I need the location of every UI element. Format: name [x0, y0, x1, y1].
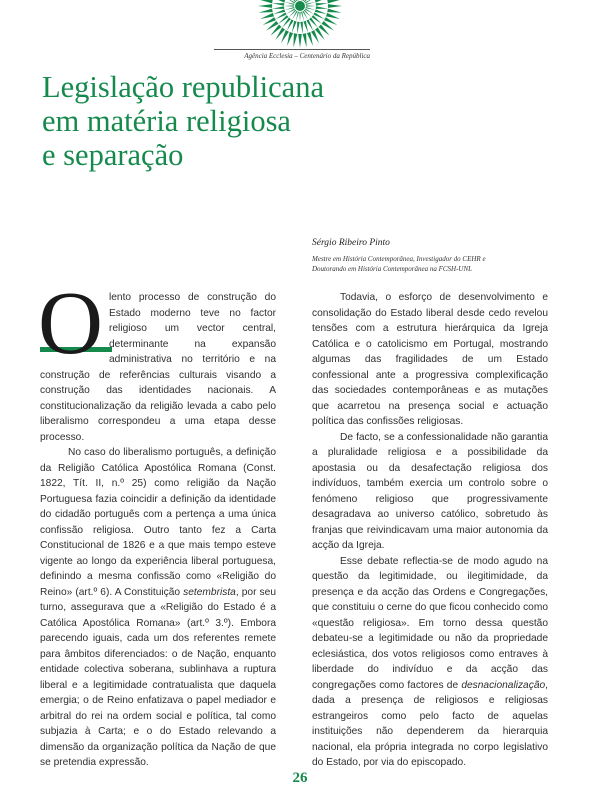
author-affiliation-line: Mestre em História Contemporânea, Investigador do CEHR e: [312, 255, 486, 263]
sunburst-ray: [305, 0, 314, 4]
page-number: 26: [292, 770, 308, 786]
right-column: [312, 290, 548, 771]
sunburst-ray: [286, 0, 295, 4]
sunburst-ray: [259, 9, 273, 13]
sunburst-ray: [272, 6, 284, 9]
sunburst-ray: [328, 4, 342, 8]
sunburst-ray: [327, 0, 341, 3]
author-affiliation: [312, 254, 572, 274]
sunburst-ray: [287, 32, 293, 46]
paragraph-text: lento processo de construção do Estado moderno teve no factor religioso um vector central, determinante na expansão administrativa no território e na construção de referências culturais visando a construção das identidades nacionais. A constitucionalização da religião levada a cabo pelo liberalismo correspondeu a uma etapa desse processo.: [40, 292, 276, 443]
sunburst-ray: [260, 13, 274, 19]
paragraph: [40, 445, 276, 771]
sunburst-ray: [303, 33, 307, 47]
sunburst-ray: [272, 3, 284, 6]
author-name: Sérgio Ribeiro Pinto: [312, 238, 390, 248]
paragraph-text: , por seu turno, assegurava que a «Religião do Estado é a Católica Apostólica Romana» (art.º 3.º). Embora parecendo iguais, cada um dos referentes remete para âmbitos diferenciados: o de Nação, enquanto entidade colectiva soberana, sublinhava a ruptura liberal e a legitimidade contratualista que daquela emergia; o de Reino enfatizava o papel mediador e arbitral do rei na ordem social e política, tal como subjazia à Carta; e o do Estado relevando a dimensão da organização política da Nação de que se pretendia expressão.: [40, 586, 276, 768]
sunburst-ray: [292, 21, 297, 33]
article-title: [42, 70, 562, 172]
emphasis-text: setembrista: [183, 586, 236, 598]
paragraph-text: Esse debate reflectia-se de modo agudo na questão da legitimidade, ou ilegitimidade, da presença e da acção das Ordens e Congregações, que constituiu o cerne do que ficou conhecido como «questão religiosa». Em torno dessa questão debateu-se a legitimidade ou não da propriedade eclesiástica, dos votos religiosos como entraves à liberdade do indivíduo e da acção das congregações como factores de: [312, 555, 548, 691]
sunburst-ray: [300, 22, 303, 34]
emphasis-text: desnacionalização: [461, 679, 546, 691]
sunburst-ray: [306, 5, 316, 6]
sunburst-ray: [304, 10, 312, 18]
paragraph-text: No caso do liberalismo português, a definição da Religião Católica Apostólica Romana (Const. 1822, Tít. II, n.º 25) como religião da Nação Portuguesa fazia coincidir a definição da identidade do cidadão português com a pertença a uma única confissão religiosa. Outro tanto fez a Carta Constitucional de 1826 e a que mais tempo esteve vigente ao longo da experiência liberal portuguesa, definindo a mesma confissão como «Religião do Reino» (art.º 6). A Constituição: [40, 447, 276, 598]
sunburst-ray: [307, 32, 313, 46]
article-title-line: e separação: [42, 138, 184, 172]
sunburst-logo: [240, 0, 360, 48]
sunburst-logo-graphic: [240, 0, 360, 48]
sunburst-ray: [289, 10, 297, 18]
sunburst-ray: [315, 0, 327, 3]
byline: [312, 238, 572, 274]
sunburst-ray: [298, 34, 302, 48]
sunburst-ray: [299, 12, 300, 22]
sunburst-ray: [327, 9, 341, 13]
header-rule: [214, 49, 370, 50]
sunburst-ray: [284, 5, 294, 6]
paragraph-text: , dada a presença de religiosos e religiosas estrangeiros como pelo facto de aquelas instituições não dependerem da hierarquia nacional, ela própria integrada no corpo legislativo do Estado, por via do episcopado.: [312, 679, 548, 768]
article-title-line: em matéria religiosa: [42, 104, 291, 138]
sunburst-ray: [316, 6, 328, 9]
sunburst-ray: [273, 0, 285, 3]
sunburst-ray: [297, 22, 300, 34]
drop-cap: O: [38, 274, 103, 373]
sunburst-ray: [303, 21, 308, 33]
paragraph: [38, 274, 276, 445]
sunburst-ray: [258, 4, 272, 8]
left-column: [38, 274, 276, 771]
sunburst-ray: [259, 0, 273, 3]
paragraph: De facto, se a confessionalidade não garantia a pluralidade religiosa e a possibilidade da apostasia ou da desafectação religiosa dos indivíduos, também exercia um controlo sobre o fenómeno religioso que progressivamente desagradava ao universo católico, sobretudo às franjas que reivindicavam uma maior autonomia da acção da Igreja.: [312, 431, 548, 551]
sunburst-ray: [315, 9, 327, 14]
paragraph: [312, 554, 548, 771]
article-title-line: Legislação republicana: [42, 70, 324, 104]
sunburst-ray: [293, 33, 297, 47]
header-caption: Agência Ecclesia – Centenário da República: [244, 52, 370, 60]
sunburst-center: [295, 1, 305, 11]
sunburst-ray: [273, 9, 285, 14]
sunburst-ray: [316, 3, 328, 6]
paragraph: Todavia, o esforço de desenvolvimento e consolidação do Estado liberal desde cedo revelou tensões com a estrutura hierárquica da Igreja Católica e o catolicismo em Portugal, mostrando algumas das fragilidades de um Estado confessional ante a progressiva complexificação das sociedades contemporâneas e as mutações que acarretou na presença social e actuação política das confissões religiosas.: [312, 292, 548, 427]
author-affiliation-line: Doutorando em História Contemporânea na FCSH-UNL: [312, 265, 473, 273]
sunburst-ray: [326, 13, 340, 19]
